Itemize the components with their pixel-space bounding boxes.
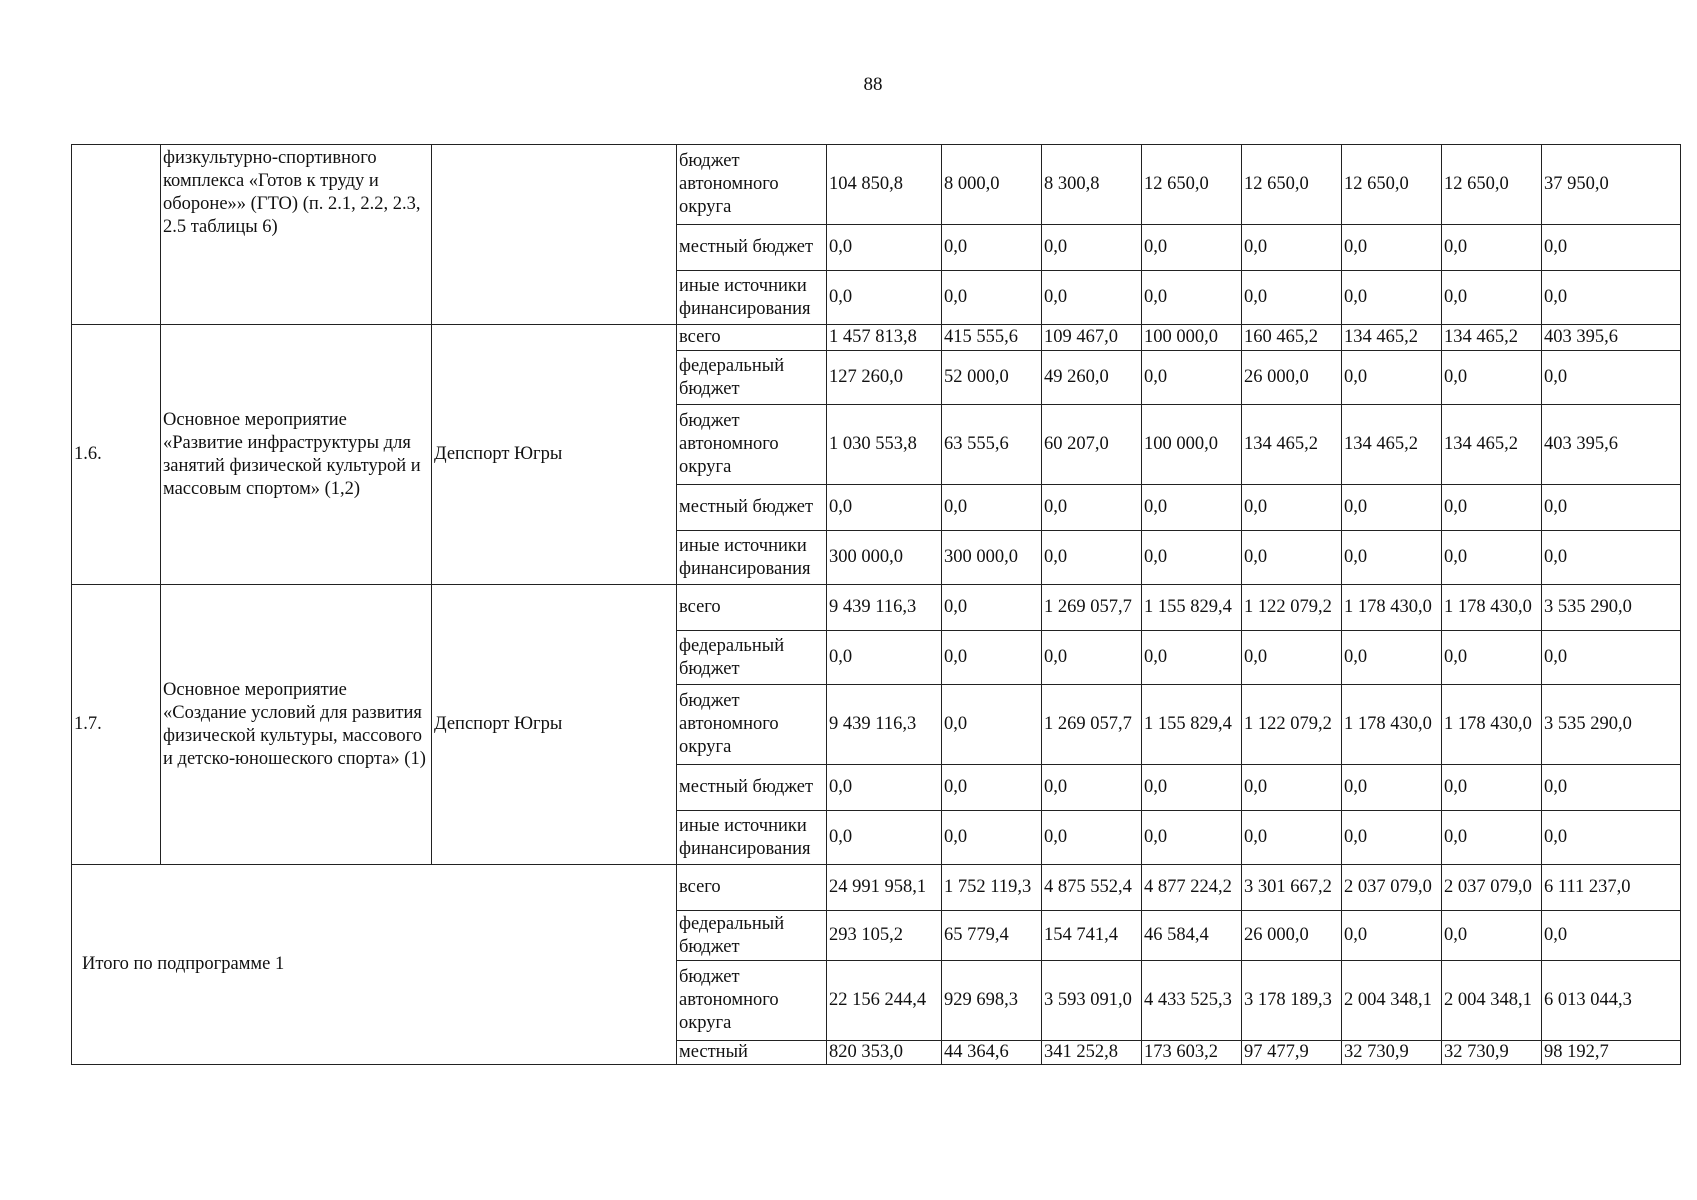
amount-cell: 0,0 <box>1542 911 1681 961</box>
amount-cell: 0,0 <box>1042 531 1142 585</box>
amount-cell: 46 584,4 <box>1142 911 1242 961</box>
amount-cell: 0,0 <box>1342 485 1442 531</box>
amount-cell: 0,0 <box>827 631 942 685</box>
amount-cell: 32 730,9 <box>1342 1041 1442 1065</box>
amount-cell: 3 178 189,3 <box>1242 961 1342 1041</box>
amount-cell: 0,0 <box>1342 765 1442 811</box>
amount-cell: 127 260,0 <box>827 351 942 405</box>
amount-cell: 60 207,0 <box>1042 405 1142 485</box>
amount-cell: 22 156 244,4 <box>827 961 942 1041</box>
amount-cell: 293 105,2 <box>827 911 942 961</box>
budget-body <box>72 145 1681 1065</box>
amount-cell: 12 650,0 <box>1142 145 1242 225</box>
amount-cell: 0,0 <box>1442 911 1542 961</box>
amount-cell: 0,0 <box>1342 631 1442 685</box>
amount-cell: 0,0 <box>1342 811 1442 865</box>
amount-cell: 0,0 <box>1142 485 1242 531</box>
amount-cell: 52 000,0 <box>942 351 1042 405</box>
amount-cell: 160 465,2 <box>1242 325 1342 351</box>
amount-cell: 3 301 667,2 <box>1242 865 1342 911</box>
funding-source: федеральный бюджет <box>677 351 827 405</box>
budget-table <box>71 144 1681 1065</box>
funding-source: местный <box>677 1041 827 1065</box>
amount-cell: 0,0 <box>942 585 1042 631</box>
amount-cell: 1 155 829,4 <box>1142 685 1242 765</box>
amount-cell: 134 465,2 <box>1242 405 1342 485</box>
amount-cell: 9 439 116,3 <box>827 685 942 765</box>
amount-cell: 0,0 <box>1242 271 1342 325</box>
funding-source: бюджет автономного округа <box>677 961 827 1041</box>
amount-cell: 2 004 348,1 <box>1442 961 1542 1041</box>
amount-cell: 44 364,6 <box>942 1041 1042 1065</box>
amount-cell: 0,0 <box>1042 631 1142 685</box>
activity-number <box>72 145 161 325</box>
amount-cell: 1 269 057,7 <box>1042 585 1142 631</box>
amount-cell: 6 013 044,3 <box>1542 961 1681 1041</box>
amount-cell: 2 004 348,1 <box>1342 961 1442 1041</box>
page-number: 88 <box>863 74 883 95</box>
amount-cell: 0,0 <box>1042 225 1142 271</box>
amount-cell: 0,0 <box>1242 485 1342 531</box>
amount-cell: 65 779,4 <box>942 911 1042 961</box>
amount-cell: 3 535 290,0 <box>1542 585 1681 631</box>
amount-cell: 1 122 079,2 <box>1242 585 1342 631</box>
amount-cell: 0,0 <box>1242 811 1342 865</box>
activity-number: 1.7. <box>72 585 161 865</box>
amount-cell: 0,0 <box>942 685 1042 765</box>
amount-cell: 0,0 <box>1342 531 1442 585</box>
amount-cell: 0,0 <box>1442 631 1542 685</box>
activity-number: 1.6. <box>72 325 161 585</box>
amount-cell: 0,0 <box>1042 811 1142 865</box>
amount-cell: 0,0 <box>1442 811 1542 865</box>
amount-cell: 24 991 958,1 <box>827 865 942 911</box>
amount-cell: 154 741,4 <box>1042 911 1142 961</box>
amount-cell: 0,0 <box>1142 531 1242 585</box>
amount-cell: 0,0 <box>1342 911 1442 961</box>
funding-source: иные источники финансирования <box>677 531 827 585</box>
amount-cell: 0,0 <box>1142 351 1242 405</box>
funding-source: бюджет автономного округа <box>677 685 827 765</box>
amount-cell: 300 000,0 <box>942 531 1042 585</box>
amount-cell: 9 439 116,3 <box>827 585 942 631</box>
amount-cell: 0,0 <box>1542 351 1681 405</box>
amount-cell: 0,0 <box>1042 271 1142 325</box>
amount-cell: 109 467,0 <box>1042 325 1142 351</box>
amount-cell: 98 192,7 <box>1542 1041 1681 1065</box>
amount-cell: 0,0 <box>1342 351 1442 405</box>
amount-cell: 0,0 <box>1142 631 1242 685</box>
amount-cell: 0,0 <box>827 225 942 271</box>
amount-cell: 0,0 <box>1542 485 1681 531</box>
amount-cell: 134 465,2 <box>1342 325 1442 351</box>
amount-cell: 0,0 <box>827 271 942 325</box>
amount-cell: 1 155 829,4 <box>1142 585 1242 631</box>
amount-cell: 0,0 <box>1442 351 1542 405</box>
amount-cell: 63 555,6 <box>942 405 1042 485</box>
amount-cell: 32 730,9 <box>1442 1041 1542 1065</box>
amount-cell: 1 178 430,0 <box>1342 585 1442 631</box>
amount-cell: 0,0 <box>1542 271 1681 325</box>
amount-cell: 26 000,0 <box>1242 911 1342 961</box>
amount-cell: 26 000,0 <box>1242 351 1342 405</box>
amount-cell: 0,0 <box>942 631 1042 685</box>
amount-cell: 3 535 290,0 <box>1542 685 1681 765</box>
funding-source: бюджет автономного округа <box>677 145 827 225</box>
table-row <box>72 145 1681 225</box>
amount-cell: 97 477,9 <box>1242 1041 1342 1065</box>
activity-executor: Депспорт Югры <box>432 585 677 865</box>
amount-cell: 0,0 <box>827 811 942 865</box>
amount-cell: 0,0 <box>1142 765 1242 811</box>
amount-cell: 0,0 <box>1342 225 1442 271</box>
activity-name: Основное мероприятие «Развитие инфраструктуры для занятий физической культурой и массовым спортом» (1,2) <box>161 325 432 585</box>
activity-executor: Депспорт Югры <box>432 325 677 585</box>
amount-cell: 0,0 <box>1042 765 1142 811</box>
amount-cell: 6 111 237,0 <box>1542 865 1681 911</box>
amount-cell: 4 875 552,4 <box>1042 865 1142 911</box>
amount-cell: 0,0 <box>1542 811 1681 865</box>
amount-cell: 0,0 <box>1442 531 1542 585</box>
amount-cell: 0,0 <box>1442 485 1542 531</box>
amount-cell: 1 122 079,2 <box>1242 685 1342 765</box>
amount-cell: 49 260,0 <box>1042 351 1142 405</box>
amount-cell: 2 037 079,0 <box>1342 865 1442 911</box>
amount-cell: 0,0 <box>1542 225 1681 271</box>
amount-cell: 0,0 <box>1242 531 1342 585</box>
amount-cell: 1 178 430,0 <box>1442 585 1542 631</box>
table-row <box>72 585 1681 631</box>
amount-cell: 12 650,0 <box>1442 145 1542 225</box>
amount-cell: 0,0 <box>942 811 1042 865</box>
amount-cell: 1 178 430,0 <box>1442 685 1542 765</box>
amount-cell: 0,0 <box>1242 225 1342 271</box>
amount-cell: 134 465,2 <box>1442 405 1542 485</box>
amount-cell: 0,0 <box>1142 271 1242 325</box>
amount-cell: 4 877 224,2 <box>1142 865 1242 911</box>
funding-source: иные источники финансирования <box>677 811 827 865</box>
funding-source: всего <box>677 585 827 631</box>
funding-source: местный бюджет <box>677 485 827 531</box>
amount-cell: 12 650,0 <box>1342 145 1442 225</box>
amount-cell: 1 457 813,8 <box>827 325 942 351</box>
amount-cell: 0,0 <box>1442 765 1542 811</box>
funding-source: бюджет автономного округа <box>677 405 827 485</box>
amount-cell: 1 269 057,7 <box>1042 685 1142 765</box>
amount-cell: 403 395,6 <box>1542 325 1681 351</box>
amount-cell: 0,0 <box>1442 271 1542 325</box>
amount-cell: 403 395,6 <box>1542 405 1681 485</box>
amount-cell: 134 465,2 <box>1342 405 1442 485</box>
funding-source: федеральный бюджет <box>677 911 827 961</box>
funding-source: местный бюджет <box>677 225 827 271</box>
amount-cell: 0,0 <box>942 225 1042 271</box>
amount-cell: 1 178 430,0 <box>1342 685 1442 765</box>
amount-cell: 4 433 525,3 <box>1142 961 1242 1041</box>
amount-cell: 8 000,0 <box>942 145 1042 225</box>
subprogram-total-label: Итого по подпрограмме 1 <box>72 865 677 1065</box>
funding-source: местный бюджет <box>677 765 827 811</box>
amount-cell: 300 000,0 <box>827 531 942 585</box>
amount-cell: 0,0 <box>1142 811 1242 865</box>
table-row <box>72 865 1681 911</box>
amount-cell: 0,0 <box>1342 271 1442 325</box>
amount-cell: 0,0 <box>942 271 1042 325</box>
amount-cell: 0,0 <box>942 765 1042 811</box>
amount-cell: 2 037 079,0 <box>1442 865 1542 911</box>
amount-cell: 929 698,3 <box>942 961 1042 1041</box>
amount-cell: 0,0 <box>1242 631 1342 685</box>
amount-cell: 0,0 <box>1242 765 1342 811</box>
amount-cell: 341 252,8 <box>1042 1041 1142 1065</box>
activity-name: Основное мероприятие «Создание условий для развития физической культуры, массового и детско-юношеского спорта» (1) <box>161 585 432 865</box>
amount-cell: 3 593 091,0 <box>1042 961 1142 1041</box>
amount-cell: 100 000,0 <box>1142 405 1242 485</box>
activity-name: физкультурно-спортивного комплекса «Готов к труду и обороне»» (ГТО) (п. 2.1, 2.2, 2.3, 2.5 таблицы 6) <box>161 145 432 325</box>
amount-cell: 0,0 <box>827 765 942 811</box>
amount-cell: 0,0 <box>827 485 942 531</box>
amount-cell: 1 030 553,8 <box>827 405 942 485</box>
amount-cell: 8 300,8 <box>1042 145 1142 225</box>
amount-cell: 0,0 <box>1042 485 1142 531</box>
amount-cell: 104 850,8 <box>827 145 942 225</box>
amount-cell: 0,0 <box>1542 531 1681 585</box>
amount-cell: 0,0 <box>1442 225 1542 271</box>
amount-cell: 820 353,0 <box>827 1041 942 1065</box>
funding-source: иные источники финансирования <box>677 271 827 325</box>
amount-cell: 0,0 <box>1542 765 1681 811</box>
amount-cell: 415 555,6 <box>942 325 1042 351</box>
amount-cell: 12 650,0 <box>1242 145 1342 225</box>
activity-executor <box>432 145 677 325</box>
funding-source: федеральный бюджет <box>677 631 827 685</box>
amount-cell: 0,0 <box>1142 225 1242 271</box>
amount-cell: 1 752 119,3 <box>942 865 1042 911</box>
amount-cell: 134 465,2 <box>1442 325 1542 351</box>
funding-source: всего <box>677 865 827 911</box>
amount-cell: 100 000,0 <box>1142 325 1242 351</box>
funding-source: всего <box>677 325 827 351</box>
amount-cell: 0,0 <box>942 485 1042 531</box>
amount-cell: 173 603,2 <box>1142 1041 1242 1065</box>
amount-cell: 0,0 <box>1542 631 1681 685</box>
amount-cell: 37 950,0 <box>1542 145 1681 225</box>
table-row <box>72 325 1681 351</box>
